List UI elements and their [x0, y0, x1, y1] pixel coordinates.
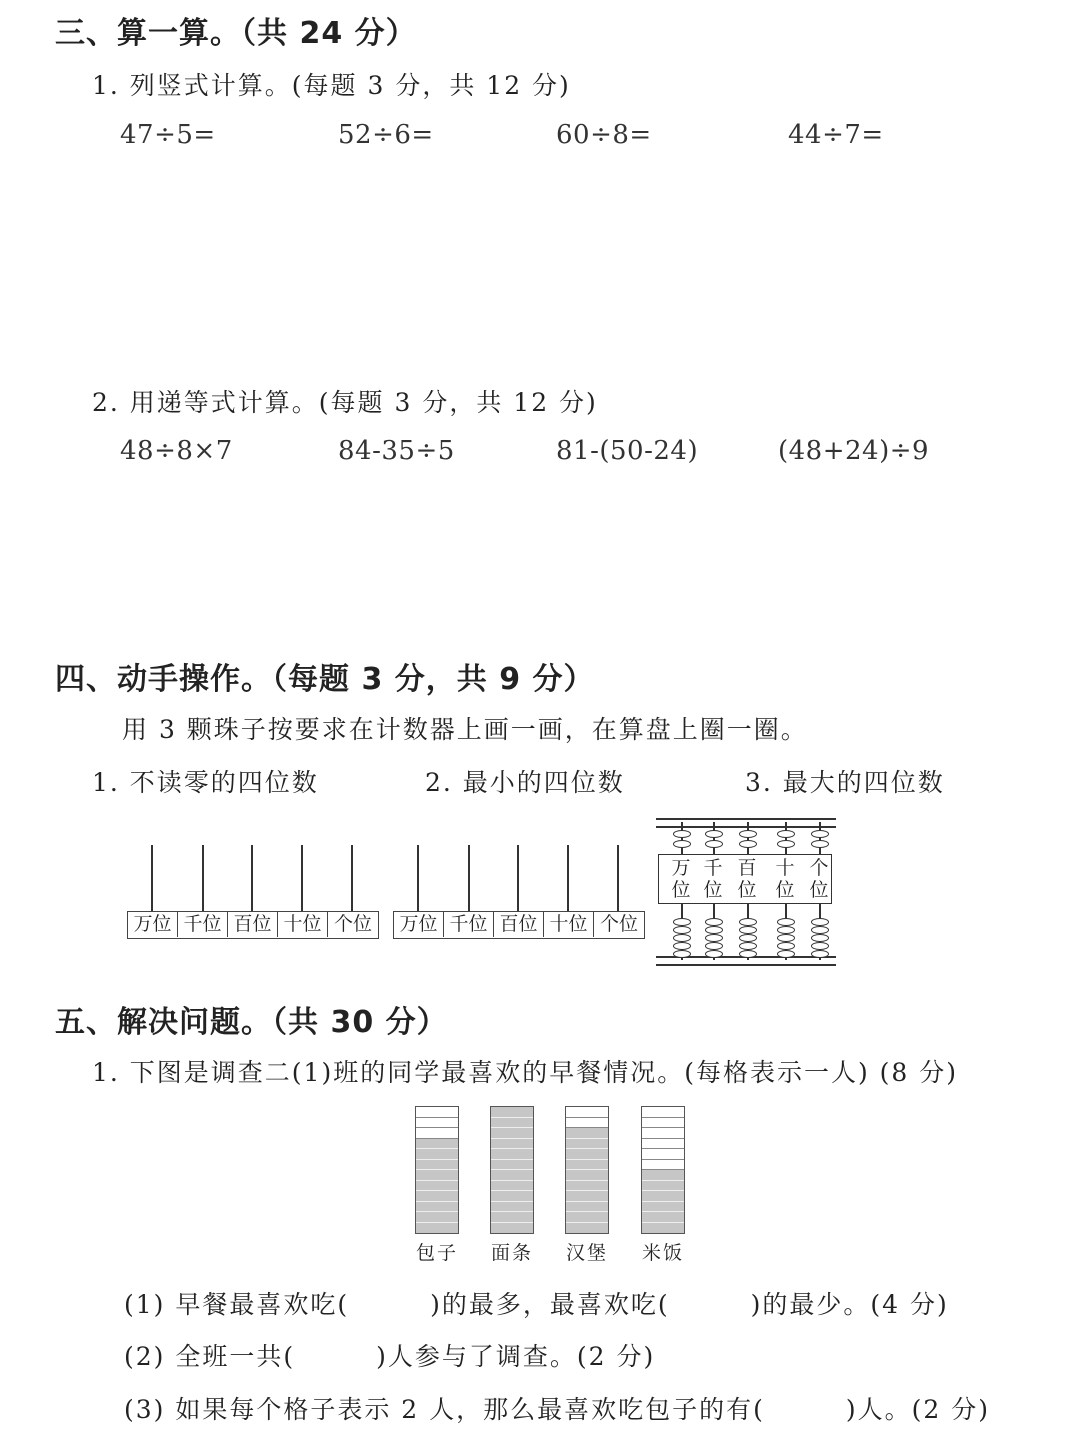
upper-bead[interactable] [777, 840, 795, 848]
vertical-calc-item-1: 47÷5= [120, 120, 216, 150]
lower-bead[interactable] [673, 918, 691, 926]
bar-4 [641, 1106, 685, 1234]
upper-bead[interactable] [705, 840, 723, 848]
lower-bead[interactable] [811, 950, 829, 958]
abacus-label-box [658, 854, 832, 904]
bar-cell [491, 1149, 533, 1160]
rod-ge[interactable] [617, 845, 619, 911]
bar-cell [642, 1139, 684, 1150]
bar-cell [491, 1107, 533, 1118]
upper-bead[interactable] [705, 830, 723, 838]
section-3-title: 三、算一算。（共 24 分） [55, 16, 417, 51]
place-label-shi: 十位 [278, 912, 328, 937]
bar-cell [642, 1223, 684, 1234]
question-3-1-title: 1. 列竖式计算。(每题 3 分，共 12 分) [92, 71, 571, 100]
lower-bead[interactable] [739, 934, 757, 942]
rod-wan[interactable] [417, 845, 419, 911]
place-label-ge: 个位 [333, 913, 372, 935]
bar-cell [416, 1202, 458, 1213]
sub-question-2: (2) 全班一共( )人参与了调查。(2 分) [124, 1342, 656, 1371]
bar-cell [642, 1212, 684, 1223]
abacus-label-wan: 万 位 [671, 857, 691, 901]
abacus-label-shi: 十 位 [775, 857, 795, 901]
abacus-label-ge: 个 位 [809, 857, 829, 901]
bar-cell [491, 1160, 533, 1171]
sub-question-1: (1) 早餐最喜欢吃( )的最多，最喜欢吃( )的最少。(4 分) [124, 1290, 949, 1319]
category-label: 面条 [490, 1242, 533, 1264]
lower-bead[interactable] [673, 942, 691, 950]
bar-cell [642, 1107, 684, 1118]
step-calc-item-4: (48+24)÷9 [778, 436, 930, 466]
lower-bead[interactable] [705, 934, 723, 942]
lower-bead[interactable] [705, 942, 723, 950]
vertical-calc-item-4: 44÷7= [788, 120, 884, 150]
vertical-calc-item-2: 52÷6= [338, 120, 434, 150]
place-label-ge: 个位 [599, 913, 638, 935]
abacus[interactable] [656, 818, 836, 966]
upper-bead[interactable] [777, 830, 795, 838]
bar-cell [642, 1170, 684, 1181]
lower-bead[interactable] [673, 950, 691, 958]
task-3-label: 3. 最大的四位数 [745, 768, 945, 797]
place-label-shi: 十位 [544, 912, 594, 937]
upper-bead[interactable] [739, 830, 757, 838]
bar-cell [416, 1223, 458, 1234]
lower-bead[interactable] [739, 918, 757, 926]
bar-cell [416, 1170, 458, 1181]
bar-cell [416, 1160, 458, 1171]
rod-qian[interactable] [468, 845, 470, 911]
question-5-1-title: 1. 下图是调查二(1)班的同学最喜欢的早餐情况。(每格表示一人) (8 分) [92, 1058, 959, 1087]
section-5-title: 五、解决问题。（共 30 分） [55, 1005, 448, 1040]
lower-bead[interactable] [705, 926, 723, 934]
category-label: 包子 [415, 1242, 458, 1264]
bar-cell [566, 1212, 608, 1223]
bar-cell [566, 1160, 608, 1171]
lower-bead[interactable] [811, 942, 829, 950]
bar-cell [566, 1149, 608, 1160]
bar-cell [416, 1118, 458, 1129]
rod-wan[interactable] [151, 845, 153, 911]
upper-bead[interactable] [673, 830, 691, 838]
sub-question-3: (3) 如果每个格子表示 2 人，那么最喜欢吃包子的有( )人。(2 分) [124, 1395, 991, 1424]
step-calc-item-2: 84-35÷5 [338, 436, 455, 466]
question-3-2-title: 2. 用递等式计算。(每题 3 分，共 12 分) [92, 388, 598, 417]
lower-bead[interactable] [739, 926, 757, 934]
section-4-title: 四、动手操作。（每题 3 分，共 9 分） [55, 662, 595, 697]
lower-bead[interactable] [705, 918, 723, 926]
bar-cell [642, 1202, 684, 1213]
bar-cell [566, 1107, 608, 1118]
place-label-wan: 万位 [128, 912, 178, 937]
bar-cell [416, 1181, 458, 1192]
upper-bead[interactable] [739, 840, 757, 848]
lower-bead[interactable] [811, 934, 829, 942]
lower-bead[interactable] [777, 942, 795, 950]
bar-cell [491, 1181, 533, 1192]
bar-cell [416, 1191, 458, 1202]
bar-cell [416, 1149, 458, 1160]
rod-bai[interactable] [517, 845, 519, 911]
lower-bead[interactable] [777, 918, 795, 926]
lower-bead[interactable] [673, 934, 691, 942]
lower-bead[interactable] [739, 950, 757, 958]
lower-bead[interactable] [811, 918, 829, 926]
step-calc-item-3: 81-(50-24) [556, 436, 699, 466]
abacus-label-bai: 百 位 [737, 857, 757, 901]
abacus-label-qian: 千 位 [703, 857, 723, 901]
rod-shi[interactable] [301, 845, 303, 911]
bar-cell [566, 1118, 608, 1129]
bar-2 [490, 1106, 534, 1234]
lower-bead[interactable] [705, 950, 723, 958]
upper-bead[interactable] [811, 830, 829, 838]
bar-cell [566, 1170, 608, 1181]
lower-bead[interactable] [777, 934, 795, 942]
place-value-labels [393, 911, 645, 939]
rod-bai[interactable] [251, 845, 253, 911]
place-label-bai: 百位 [228, 912, 278, 937]
rod-ge[interactable] [351, 845, 353, 911]
bar-cell [642, 1118, 684, 1129]
bar-cell [491, 1212, 533, 1223]
task-2-label: 2. 最小的四位数 [425, 768, 625, 797]
bar-cell [566, 1191, 608, 1202]
bar-cell [642, 1149, 684, 1160]
bar-cell [566, 1128, 608, 1139]
bar-cell [416, 1139, 458, 1150]
place-label-wan: 万位 [394, 912, 444, 937]
bar-cell [416, 1212, 458, 1223]
bar-cell [491, 1202, 533, 1213]
upper-bead[interactable] [673, 840, 691, 848]
place-label-qian: 千位 [178, 912, 228, 937]
bar-cell [491, 1170, 533, 1181]
bar-cell [491, 1191, 533, 1202]
bar-cell [416, 1128, 458, 1139]
category-label: 米饭 [641, 1242, 684, 1264]
lower-bead[interactable] [777, 926, 795, 934]
section-4-instruction: 用 3 颗珠子按要求在计数器上画一画，在算盘上圈一圈。 [122, 715, 808, 744]
bar-cell [642, 1191, 684, 1202]
bar-cell [566, 1223, 608, 1234]
bar-cell [642, 1128, 684, 1139]
bar-1 [415, 1106, 459, 1234]
bar-cell [491, 1139, 533, 1150]
bar-cell [642, 1160, 684, 1171]
place-label-qian: 千位 [444, 912, 494, 937]
lower-bead[interactable] [777, 950, 795, 958]
step-calc-item-1: 48÷8×7 [120, 436, 233, 466]
lower-bead[interactable] [811, 926, 829, 934]
bar-cell [642, 1181, 684, 1192]
bar-cell [566, 1139, 608, 1150]
bar-cell [416, 1107, 458, 1118]
bar-3 [565, 1106, 609, 1234]
bar-cell [566, 1181, 608, 1192]
task-1-label: 1. 不读零的四位数 [92, 768, 319, 797]
place-label-bai: 百位 [494, 912, 544, 937]
bar-cell [491, 1223, 533, 1234]
bar-cell [491, 1118, 533, 1129]
lower-bead[interactable] [739, 942, 757, 950]
bar-cell [566, 1202, 608, 1213]
bar-cell [491, 1128, 533, 1139]
vertical-calc-item-3: 60÷8= [556, 120, 652, 150]
upper-bead[interactable] [811, 840, 829, 848]
rod-qian[interactable] [202, 845, 204, 911]
rod-shi[interactable] [567, 845, 569, 911]
category-label: 汉堡 [565, 1242, 608, 1264]
lower-bead[interactable] [673, 926, 691, 934]
place-value-labels [127, 911, 379, 939]
